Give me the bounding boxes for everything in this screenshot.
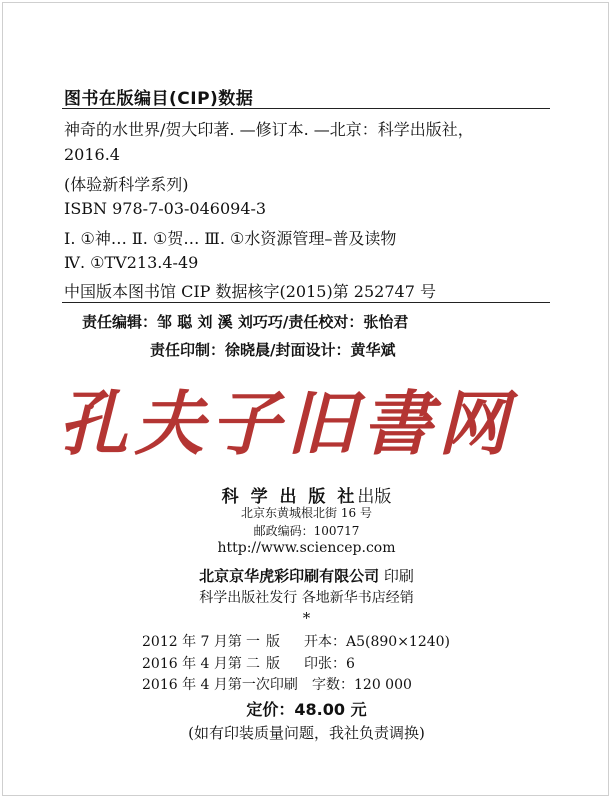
cip-classification-line: Ⅰ. ①神… Ⅱ. ①贺… Ⅲ. ①水资源管理–普及读物 — [64, 229, 397, 248]
printer-name: 北京京华虎彩印刷有限公司 — [199, 567, 380, 585]
cip-record-number-line: 中国版本图书馆 CIP 数据核字(2015)第 252747 号 — [64, 282, 436, 301]
edition-row — [142, 653, 355, 673]
cip-top-rule — [62, 108, 550, 109]
publisher-address: 北京东黄城根北街 16 号 — [241, 506, 372, 520]
editors-line: 责任编辑：邹 聪 刘 溪 刘巧巧/责任校对：张怡君 — [82, 313, 409, 331]
cip-year-line: 2016.4 — [64, 145, 120, 164]
cip-series-line: (体验新科学系列) — [64, 175, 189, 194]
separator-star: * — [302, 609, 311, 627]
publisher-name-text: 科 学 出 版 社 — [221, 487, 358, 507]
edition-date: 2016 年 4 月第一次印刷 — [142, 677, 298, 693]
publisher-suffix: 出版 — [357, 487, 392, 507]
printer-suffix: 印刷 — [379, 567, 414, 585]
distribution-line: 科学出版社发行 各地新华书店经销 — [199, 590, 414, 606]
edition-row — [142, 674, 412, 694]
publisher-url: http://www.sciencep.com — [217, 540, 396, 556]
edition-number: 二版 — [246, 656, 286, 672]
cip-isbn-line: ISBN 978-7-03-046094-3 — [64, 199, 267, 218]
cip-bottom-rule — [62, 302, 550, 303]
edition-row — [142, 631, 450, 651]
edition-spec: 开本：A5(890×1240) — [304, 634, 451, 650]
edition-number: 一版 — [246, 634, 286, 650]
print-design-line: 责任印制：徐晓晨/封面设计：黄华斌 — [150, 341, 396, 359]
edition-spec: 印张：6 — [304, 656, 355, 672]
edition-spec: 字数：120 000 — [312, 677, 412, 693]
edition-date: 2012 年 7 月第 — [142, 634, 242, 650]
edition-date: 2016 年 4 月第 — [142, 656, 242, 672]
printer-line — [0, 565, 613, 586]
cip-tv-line: Ⅳ. ①TV213.4-49 — [64, 253, 199, 272]
price: 定价：48.00 元 — [246, 700, 367, 719]
watermark-stamp: 孔夫子旧書网 — [58, 382, 514, 465]
publisher-postcode: 邮政编码：100717 — [253, 524, 360, 538]
quality-notice: (如有印装质量问题，我社负责调换) — [188, 724, 425, 742]
cip-title-line: 神奇的水世界/贺大印著. —修订本. —北京：科学出版社， — [64, 120, 474, 139]
cip-heading: 图书在版编目(CIP)数据 — [64, 89, 254, 109]
